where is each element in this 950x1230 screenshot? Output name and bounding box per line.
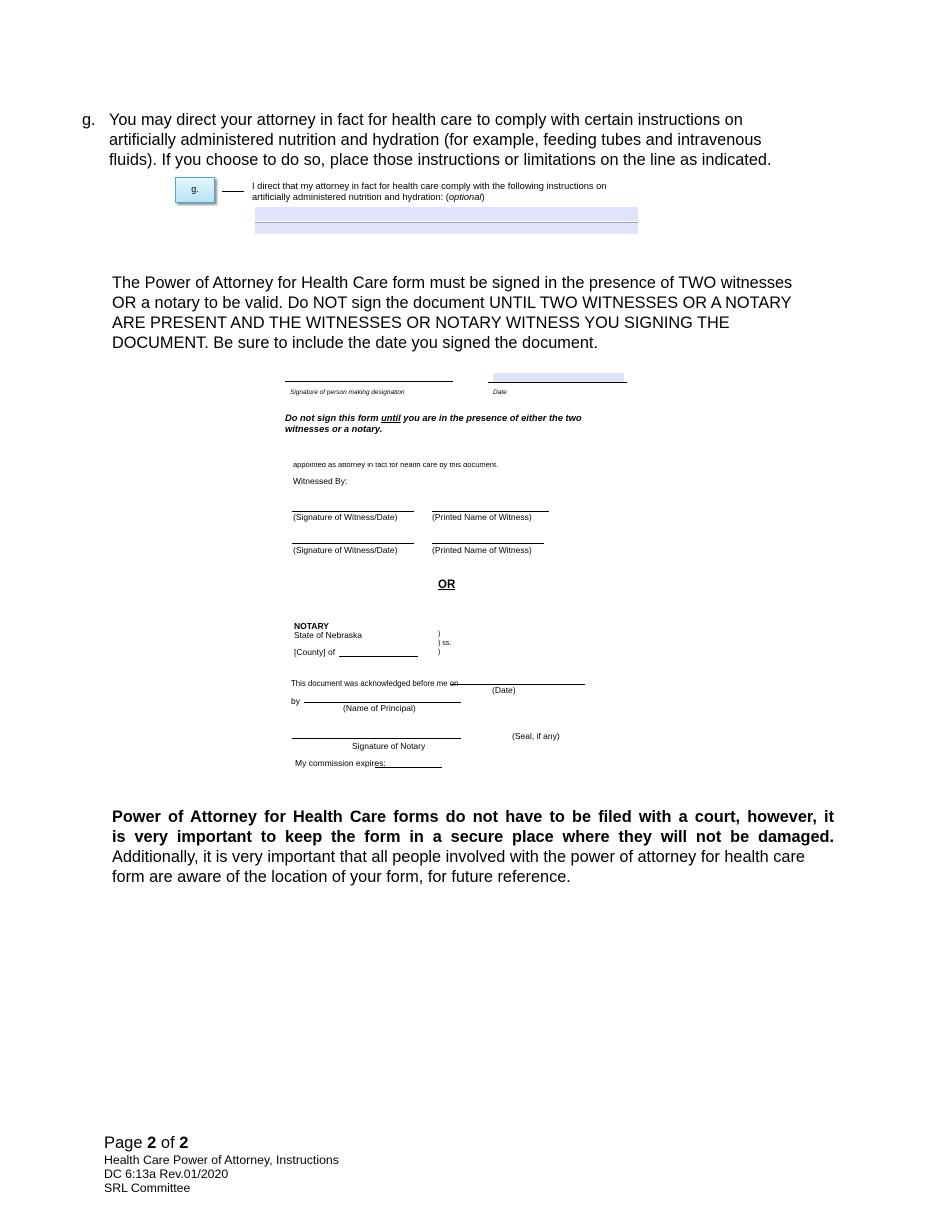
signature-label: Signature of person making designation bbox=[290, 389, 405, 396]
footer-info bbox=[104, 1153, 339, 1195]
witnessed-by: Witnessed By: bbox=[293, 476, 348, 486]
notary-signature-label: Signature of Notary bbox=[352, 741, 426, 751]
acknowledged-date-label: (Date) bbox=[492, 685, 516, 695]
ss-label: ) ss. bbox=[438, 640, 452, 647]
date-field[interactable] bbox=[493, 373, 624, 382]
page-number bbox=[104, 1133, 188, 1153]
signing-instructions-line: ARE PRESENT AND THE WITNESSES OR NOTARY WITNESS YOU SIGNING THE bbox=[112, 314, 730, 332]
form-g-button[interactable]: g. bbox=[175, 177, 215, 203]
footer-doc-title: Health Care Power of Attorney, Instructions bbox=[104, 1153, 339, 1167]
ss-paren-top: ) bbox=[438, 631, 441, 638]
seal-label: (Seal, if any) bbox=[512, 731, 560, 741]
signing-instructions-line: The Power of Attorney for Health Care form must be signed in the presence of TWO witnesses bbox=[112, 274, 793, 292]
date-line bbox=[488, 382, 627, 383]
commission-line bbox=[375, 767, 442, 768]
witness2-signature-line bbox=[292, 543, 414, 544]
acknowledged-date-line bbox=[451, 684, 585, 685]
clipped-appointment-line: appointed as attorney in fact for health care by this document. bbox=[293, 463, 499, 469]
witness1-signature-label: (Signature of Witness/Date) bbox=[293, 512, 398, 522]
item-g-line: You may direct your attorney in fact for health care to comply with certain instructions on bbox=[109, 111, 743, 129]
form-g-text-suffix: ) bbox=[481, 192, 485, 202]
page-word: Page bbox=[104, 1134, 143, 1152]
form-g-instructions-field-1[interactable] bbox=[255, 207, 638, 221]
ss-paren-bottom: ) bbox=[438, 649, 441, 656]
signing-instructions bbox=[112, 273, 792, 353]
sign-warning bbox=[285, 413, 582, 435]
sign-warning-pre: Do not sign this form bbox=[285, 413, 382, 423]
page-current: 2 bbox=[147, 1134, 157, 1152]
form-g-text bbox=[252, 181, 606, 203]
witness2-signature-label: (Signature of Witness/Date) bbox=[293, 545, 398, 555]
notary-title: NOTARY bbox=[294, 621, 329, 631]
form-g-blank-line bbox=[222, 191, 244, 192]
witness2-name-label: (Printed Name of Witness) bbox=[432, 545, 532, 555]
item-g-marker: g. bbox=[82, 111, 96, 129]
sign-warning-line1 bbox=[285, 413, 582, 424]
item-g-line: artificially administered nutrition and hydration (for example, feeding tubes and intravenous bbox=[109, 131, 762, 149]
footer-form-number: DC 6:13a Rev.01/2020 bbox=[104, 1167, 229, 1181]
sign-warning-until: until bbox=[381, 413, 401, 423]
form-g-optional: optional bbox=[448, 192, 482, 202]
item-g-text bbox=[109, 110, 869, 170]
notary-state: State of Nebraska bbox=[294, 630, 363, 640]
or-label: OR bbox=[438, 579, 456, 591]
footer-committee: SRL Committee bbox=[104, 1181, 191, 1195]
notary-county: [County] of bbox=[294, 647, 336, 657]
county-line bbox=[339, 656, 418, 657]
filing-note-bold-line2: is very important to keep the form in a secure place where they will not be damaged. bbox=[112, 828, 834, 846]
witness2-name-line bbox=[432, 543, 544, 544]
principal-name-label: (Name of Principal) bbox=[343, 703, 416, 713]
filing-note-bold-line1: Power of Attorney for Health Care forms do not have to be filed with a court, however, it bbox=[112, 808, 834, 826]
by-label: by bbox=[291, 696, 300, 706]
form-g-text-line1: I direct that my attorney in fact for health care comply with the following instructions on bbox=[252, 181, 607, 191]
acknowledged-text: This document was acknowledged before me on bbox=[291, 679, 459, 688]
filing-note-line3: Additionally, it is very important that all people involved with the power of attorney for health care bbox=[112, 848, 805, 866]
form-g-instructions-field-2[interactable] bbox=[255, 223, 638, 234]
form-g-text-line2 bbox=[252, 192, 606, 203]
sign-warning-line2: witnesses or a notary. bbox=[285, 424, 383, 434]
filing-note-line4: form are aware of the location of your form, for future reference. bbox=[112, 868, 571, 886]
signing-instructions-line: OR a notary to be valid. Do NOT sign the document UNTIL TWO WITNESSES OR A NOTARY bbox=[112, 294, 792, 312]
principal-signature-line bbox=[285, 381, 453, 382]
item-g-line: fluids). If you choose to do so, place those instructions or limitations on the line as indicated. bbox=[109, 151, 772, 169]
notary-signature-line bbox=[292, 738, 461, 739]
commission-label: My commission expires: bbox=[295, 758, 386, 768]
clipped-appointment-text bbox=[293, 463, 498, 470]
page-of: of bbox=[160, 1134, 175, 1152]
signing-instructions-line: DOCUMENT. Be sure to include the date you signed the document. bbox=[112, 334, 598, 352]
form-g-text-prefix: artificially administered nutrition and hydration: ( bbox=[252, 192, 449, 202]
filing-note bbox=[112, 807, 834, 887]
witness1-name-label: (Printed Name of Witness) bbox=[432, 512, 532, 522]
date-label: Date bbox=[493, 389, 507, 396]
sign-warning-post: you are in the presence of either the two bbox=[400, 413, 582, 423]
ss-block bbox=[438, 630, 451, 657]
page-total: 2 bbox=[179, 1134, 189, 1152]
